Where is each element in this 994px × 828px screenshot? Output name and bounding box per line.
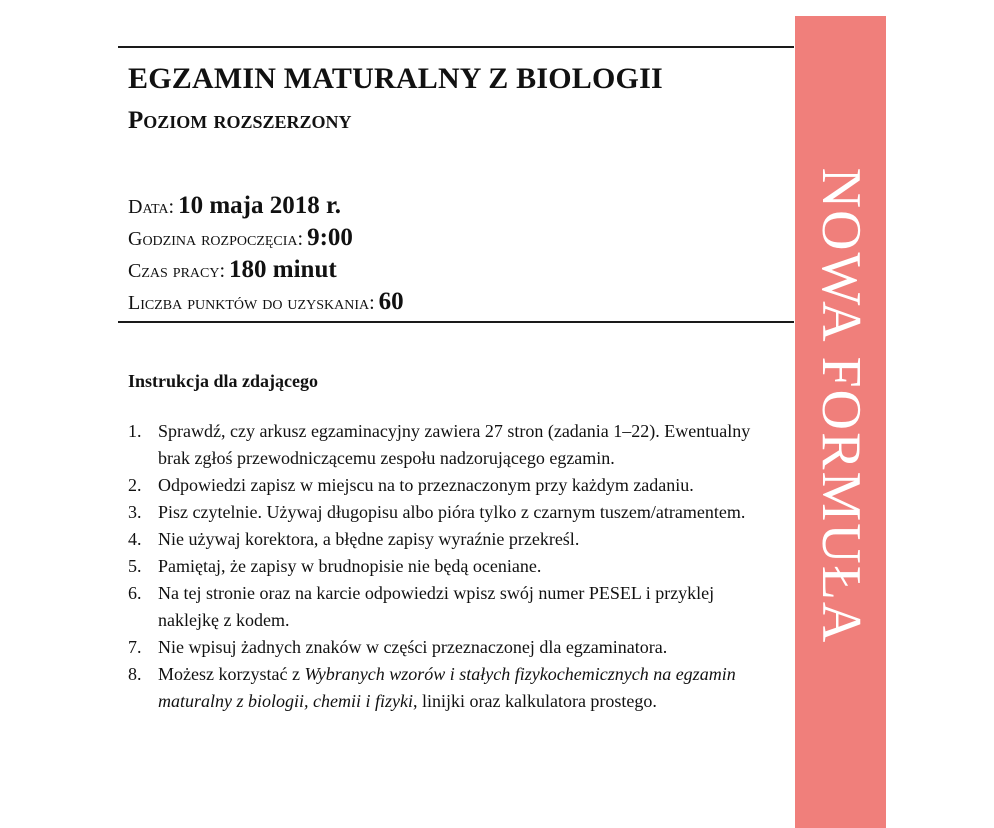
instruction-text: Nie wpisuj żadnych znaków w części przeznaczonej dla egzaminatora.	[158, 637, 668, 657]
instruction-text: Odpowiedzi zapisz w miejscu na to przeznaczonym przy każdym zadaniu.	[158, 475, 694, 495]
instruction-item	[128, 661, 768, 715]
start-time-value: 9:00	[307, 224, 353, 251]
instructions-list	[128, 418, 768, 715]
date-label: Data:	[128, 196, 175, 218]
middle-divider	[118, 321, 794, 323]
instruction-item	[128, 472, 768, 499]
duration-label: Czas pracy:	[128, 260, 226, 282]
exam-title: EGZAMIN MATURALNY Z BIOLOGII	[128, 62, 663, 95]
instruction-item	[128, 634, 768, 661]
side-banner	[795, 16, 886, 828]
instruction-item	[128, 499, 768, 526]
instruction-number: 5.	[128, 556, 142, 576]
info-row-date	[128, 190, 778, 222]
info-row-points	[128, 286, 778, 318]
instruction-item	[128, 580, 768, 634]
exam-info	[128, 190, 778, 318]
instruction-item	[128, 526, 768, 553]
instructions-heading: Instrukcja dla zdającego	[128, 371, 318, 391]
duration-value: 180 minut	[229, 256, 337, 283]
instruction-text: Na tej stronie oraz na karcie odpowiedzi wpisz swój numer PESEL i przyklej naklejkę z kodem.	[158, 583, 715, 630]
instruction-number: 7.	[128, 637, 142, 657]
info-row-start-time	[128, 222, 778, 254]
start-time-label: Godzina rozpoczęcia:	[128, 228, 304, 250]
instruction-text: Nie używaj korektora, a błędne zapisy wyraźnie przekreśl.	[158, 529, 580, 549]
top-divider	[118, 46, 794, 48]
instruction-text-start: Możesz korzystać z	[158, 664, 305, 684]
instruction-number: 3.	[128, 502, 142, 522]
instruction-text: Sprawdź, czy arkusz egzaminacyjny zawiera 27 stron (zadania 1–22). Ewentualny brak zgłoś przewodniczącemu zespołu nadzorującego egzamin.	[158, 421, 751, 468]
instruction-number: 6.	[128, 583, 142, 603]
instruction-number: 1.	[128, 421, 142, 441]
instruction-item	[128, 553, 768, 580]
instruction-number: 8.	[128, 664, 142, 684]
points-value: 60	[378, 288, 404, 315]
instruction-text: Pamiętaj, że zapisy w brudnopisie nie będą oceniane.	[158, 556, 542, 576]
instruction-number: 4.	[128, 529, 142, 549]
instruction-number: 2.	[128, 475, 142, 495]
exam-level: Poziom rozszerzony	[128, 107, 352, 134]
new-formula-label: NOWA FORMUŁA	[809, 167, 872, 645]
reference-booklet-title: Wybranych wzorów i stałych fizykochemicznych na egzamin maturalny z biologii, chemii i fizyki	[158, 664, 736, 711]
points-label: Liczba punktów do uzyskania:	[128, 292, 375, 314]
info-row-duration	[128, 254, 778, 286]
date-value: 10 maja 2018 r.	[178, 192, 342, 219]
instruction-item	[128, 418, 768, 472]
instruction-text-end: , linijki oraz kalkulatora prostego.	[412, 691, 657, 711]
instruction-text: Pisz czytelnie. Używaj długopisu albo pióra tylko z czarnym tuszem/atramentem.	[158, 502, 746, 522]
